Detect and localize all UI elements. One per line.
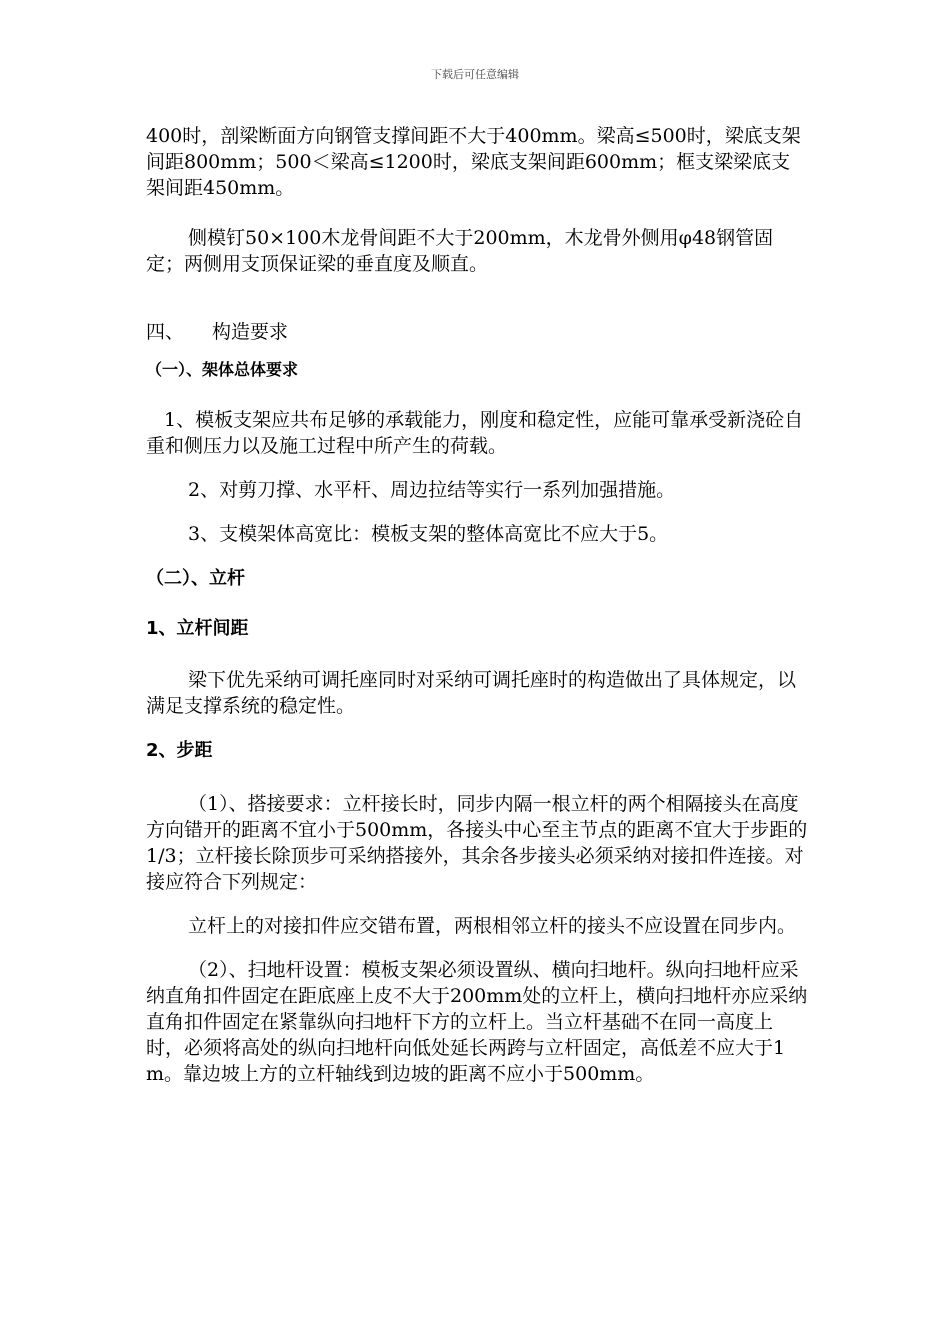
section-title: 构造要求 — [212, 321, 289, 343]
paragraph-pole-spacing: 梁下优先采纳可调托座同时对采纳可调托座时的构造做出了具体规定，以满足支撑系统的稳定性。 — [146, 669, 797, 717]
paragraph-side-formwork: 侧模钉50×100木龙骨间距不大于200mm，木龙骨外侧用φ48钢管固定；两侧用支顶保证梁的垂直度及顺直。 — [146, 227, 774, 275]
section-heading-4 — [146, 319, 808, 345]
subheading-upright-pole: （二）、立杆 — [146, 568, 245, 589]
section-number: 四、 — [146, 321, 185, 343]
paragraph-sweep-rod: （2）、扫地杆设置：模板支架必须设置纵、横向扫地杆。纵向扫地杆应采纳直角扣件固定在距底座上皮不大于200mm处的立杆上，横向扫地杆亦应采纳直角扣件固定在紧靠纵向扫地杆下方的立杆上。当立杆基础不在同一高度上时，必须将高处的纵向扫地杆向低处延长两跨与立杆固定，高低差不应大于1m。靠边坡上方的立杆轴线到边坡的距离不应小于500mm。 — [146, 959, 808, 1085]
heading-step-distance: 2、步距 — [146, 740, 213, 761]
paragraph-requirement-3: 3、支模架体高宽比：模板支架的整体高宽比不应大于5。 — [188, 523, 669, 545]
paragraph-beam-spacing: 400时，剖梁断面方向钢管支撑间距不大于400mm。梁高≤500时，梁底支架间距800mm；500＜梁高≤1200时，梁底支架间距600mm；框支梁梁底支架间距450mm。 — [146, 125, 801, 199]
subheading-overall-requirements: （一）、架体总体要求 — [146, 360, 299, 379]
page-header: 下载后可任意编辑 — [431, 68, 519, 81]
heading-pole-spacing: 1、立杆间距 — [146, 618, 249, 639]
paragraph-butt-fasteners: 立杆上的对接扣件应交错布置，两根相邻立杆的接头不应设置在同步内。 — [188, 915, 797, 937]
document-body — [146, 123, 808, 1087]
paragraph-splicing: （1）、搭接要求：立杆接长时，同步内隔一根立杆的两个相隔接头在高度方向错开的距离不宜小于500mm，各接头中心至主节点的距离不宜大于步距的1/3；立杆接长除顶步可采纳搭接外，其余各步接头必须采纳对接扣件连接。对接应符合下列规定： — [146, 793, 808, 893]
paragraph-requirement-1: 1、模板支架应共布足够的承载能力，刚度和稳定性，应能可靠承受新浇砼自重和侧压力以及施工过程中所产生的荷载。 — [146, 409, 804, 457]
paragraph-requirement-2: 2、对剪刀撑、水平杆、周边拉结等实行一系列加强措施。 — [188, 479, 676, 501]
